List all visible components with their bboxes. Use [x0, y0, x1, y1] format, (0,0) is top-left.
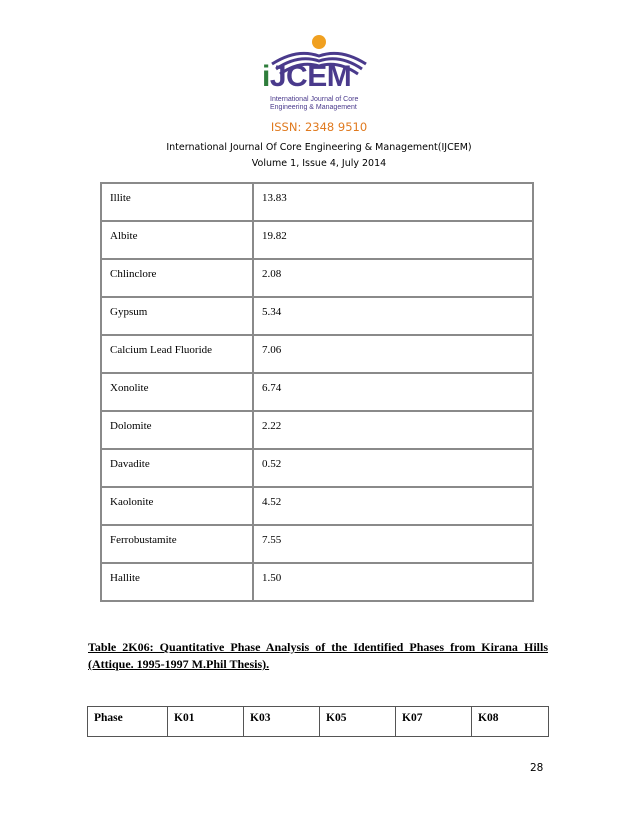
phase-value: 2.08 — [253, 259, 533, 297]
table-header-row — [88, 707, 549, 737]
phase-name: Chlinclore — [101, 259, 253, 297]
journal-title: International Journal Of Core Engineering & Management(IJCEM) — [166, 142, 472, 153]
table-row — [101, 449, 533, 487]
phase-name: Albite — [101, 221, 253, 259]
column-header: K07 — [396, 707, 472, 737]
phase-value: 6.74 — [253, 373, 533, 411]
page-number: 28 — [530, 762, 544, 774]
phase-value: 0.52 — [253, 449, 533, 487]
table-row — [101, 563, 533, 601]
table-caption: Table 2K06: Quantitative Phase Analysis of the Identified Phases from Kirana Hills (Attique. 1995-1997 M.Phil Thesis). — [88, 640, 548, 671]
phase-name: Illite — [101, 183, 253, 221]
table-row — [101, 525, 533, 563]
phase-name: Gypsum — [101, 297, 253, 335]
volume-info: Volume 1, Issue 4, July 2014 — [251, 158, 387, 169]
phase-name: Davadite — [101, 449, 253, 487]
phase-value: 19.82 — [253, 221, 533, 259]
table-row — [101, 183, 533, 221]
phase-value: 4.52 — [253, 487, 533, 525]
phase-value: 7.55 — [253, 525, 533, 563]
phase-name: Hallite — [101, 563, 253, 601]
issn-number: ISSN: 2348 9510 — [270, 120, 368, 134]
k-table — [87, 706, 549, 737]
column-header: K05 — [320, 707, 396, 737]
column-header: Phase — [88, 707, 168, 737]
logo-subtitle: International Journal of Core Engineering & Management — [270, 96, 359, 111]
phase-name: Kaolonite — [101, 487, 253, 525]
phase-name: Dolomite — [101, 411, 253, 449]
logo-wordmark: iJCEM — [262, 60, 352, 93]
table-row — [101, 259, 533, 297]
table-row — [101, 297, 533, 335]
table-row — [101, 487, 533, 525]
column-header: K08 — [472, 707, 549, 737]
table-row — [101, 411, 533, 449]
phase-table — [100, 182, 534, 602]
phase-value: 13.83 — [253, 183, 533, 221]
column-header: K03 — [244, 707, 320, 737]
column-header: K01 — [168, 707, 244, 737]
phase-value: 5.34 — [253, 297, 533, 335]
phase-name: Xonolite — [101, 373, 253, 411]
table-row — [101, 373, 533, 411]
table-row — [101, 335, 533, 373]
table-row — [101, 221, 533, 259]
phase-value: 1.50 — [253, 563, 533, 601]
phase-name: Ferrobustamite — [101, 525, 253, 563]
phase-value: 2.22 — [253, 411, 533, 449]
phase-name: Calcium Lead Fluoride — [101, 335, 253, 373]
phase-value: 7.06 — [253, 335, 533, 373]
